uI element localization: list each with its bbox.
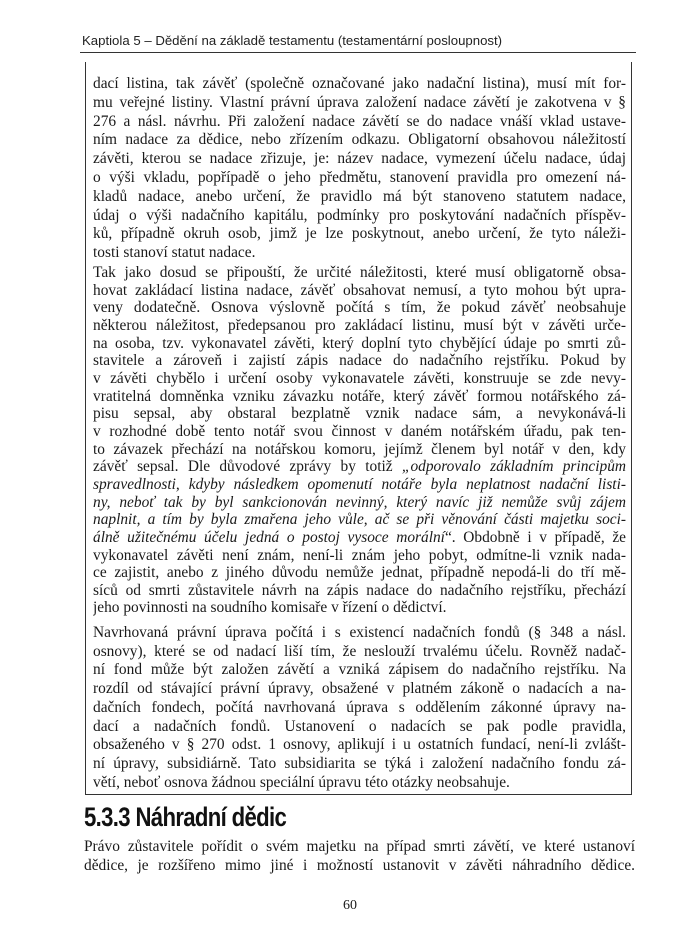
text-segment: Navrhovaná právní úprava počítá i s existencí nadačních fondů (§ 348 a násl. bbox=[93, 624, 626, 641]
text-line bbox=[93, 282, 626, 300]
text-line bbox=[93, 755, 626, 774]
box-paragraph-2 bbox=[93, 264, 626, 617]
text-line bbox=[93, 388, 626, 406]
text-segment: kladů nadace, anebo určení, že pravidlo má být stanoveno statutem nadace, bbox=[93, 187, 626, 205]
text-line bbox=[93, 718, 626, 737]
text-segment: ce zajistit, anebo z jiného důvodu nemůže jednat, případně nepodá-li do tří mě- bbox=[93, 564, 626, 582]
text-line bbox=[93, 423, 626, 441]
text-segment: vratitelná domněnka vzniku závazku notáře, který závěť formou notářského zá- bbox=[93, 387, 626, 405]
text-segment: Tak jako dosud se připouští, že určité náležitosti, které musí obligatorně obsa- bbox=[93, 264, 626, 281]
text-line bbox=[93, 643, 626, 662]
text-line bbox=[93, 244, 626, 263]
text-line bbox=[93, 225, 626, 244]
text-segment: “. Obdobně i v případě, že bbox=[444, 528, 626, 546]
text-line bbox=[93, 661, 626, 680]
text-segment: ní fond může být založen závětí a vzniká zápisem do nadačního rejstříku. Na bbox=[93, 661, 626, 679]
italic-quote: ny, neboť tak by byl sankcionován nevinný, který navíc již nemůže svůj zájem bbox=[93, 493, 626, 511]
text-line bbox=[93, 511, 626, 529]
text-line bbox=[93, 169, 626, 188]
italic-quote: naplnit, a tím by byla zmařena jeho vůle, ač se při věnování části majetku soci- bbox=[93, 511, 626, 529]
text-segment: větí, neboť osnova žádnou speciální úpravu této otázky neobsahuje. bbox=[93, 773, 510, 791]
text-segment: o výši vkladu, popřípadě o jeho předmětu, stanovení pravidla pro omezení ná- bbox=[93, 168, 626, 186]
text-line bbox=[93, 494, 626, 512]
text-line bbox=[93, 264, 626, 282]
text-segment: ním nadace za dědice, nebo zřízením odkazu. Obligatorní obsahovou náležitostí bbox=[93, 131, 626, 149]
text-segment: jeho povinnosti na soudního komisaře v řízení o dědictví. bbox=[93, 599, 447, 617]
text-segment: mu veřejné listiny. Vlastní právní úprava založení nadace závětí je zakotvena v § bbox=[93, 93, 626, 111]
text-segment: na osoba, tzv. vykonavatel závěti, který doplní tyto chybějící údaje po smrti zů- bbox=[93, 334, 626, 352]
box-paragraph-1 bbox=[93, 75, 626, 263]
text-segment: některou náležitost, předepsanou pro zakládací listinu, musí být v závěti urče- bbox=[93, 316, 626, 334]
text-segment: stavitele a zároveň i zajistí zápis nadace do nadačního rejstříku. Pokud by bbox=[93, 352, 626, 370]
text-segment: tosti stanoví statut nadace. bbox=[93, 244, 256, 262]
text-line: dědice, je rozšířeno mimo jiné i možností ustanovit v závěti náhradního dědice. bbox=[84, 856, 635, 874]
section-body bbox=[84, 838, 635, 875]
text-segment: vykonavatel závěti není znám, není-li znám jeho pobyt, odmítne-li vznik nada- bbox=[93, 546, 626, 564]
text-segment: pisu sepsal, aby obstaral bezplatně vznik nadace sám, a nevykonává-li bbox=[93, 405, 626, 423]
text-line bbox=[93, 699, 626, 718]
text-segment: síců od smrti zůstavitele návrh na zápis nadace do nadačního rejstříku, přechází bbox=[93, 581, 626, 599]
text-line bbox=[93, 188, 626, 207]
text-segment: dací a nadačních fondů. Ustanovení o nadacích se pak podle pravidla, bbox=[93, 717, 626, 735]
section-heading: 5.3.3 Náhradní dědic bbox=[84, 802, 287, 832]
text-line bbox=[93, 774, 626, 793]
text-segment: veny dodatečně. Osnova výslovně počítá s tím, že pokud závěť neobsahuje bbox=[93, 299, 626, 317]
text-segment: ní úpravy, subsidiárně. Tato subsidiarita se týká i založení nadačního fondu zá- bbox=[93, 754, 626, 772]
text-segment: osnovy), které se od nadací liší tím, že neslouží trvalému účelu. Rovněž nadač- bbox=[93, 642, 626, 660]
italic-quote: álně užitečnému účelu jedná o postoj vysoce morální bbox=[93, 528, 445, 546]
text-line bbox=[93, 317, 626, 335]
text-segment: to závazek přechází na notářskou komoru, jejímž členem byl notář v den, kdy bbox=[93, 440, 626, 458]
text-segment: závěť sepsal. Dle důvodové zprávy by totiž bbox=[93, 458, 402, 476]
text-line bbox=[93, 150, 626, 169]
text-line bbox=[93, 680, 626, 699]
text-segment: hovat zakládací listina nadace, závěť obsahovat nemusí, a tyto mohou být upra- bbox=[93, 281, 626, 299]
text-line bbox=[93, 547, 626, 565]
text-line bbox=[93, 564, 626, 582]
text-line bbox=[93, 370, 626, 388]
text-line bbox=[93, 405, 626, 423]
text-segment: rozdíl od stávající právní úpravy, obsažené v platném zákoně o nadacích a na- bbox=[93, 680, 626, 698]
text-line bbox=[93, 736, 626, 755]
text-segment: údaj o výši nadačního kapitálu, podmínky pro poskytování nadačních příspěv- bbox=[93, 206, 626, 224]
text-line bbox=[93, 335, 626, 353]
text-line bbox=[93, 299, 626, 317]
text-line: Právo zůstavitele pořídit o svém majetku na případ smrti závětí, ve které ustanoví bbox=[84, 838, 635, 855]
text-line bbox=[93, 113, 626, 132]
running-header: Kaptiola 5 – Dědění na základě testamentu (testamentární posloupnost) bbox=[82, 33, 503, 48]
box-paragraph-3 bbox=[93, 624, 626, 792]
text-line bbox=[93, 458, 626, 476]
header-rule bbox=[80, 52, 636, 53]
page-number: 60 bbox=[343, 898, 357, 913]
text-segment: dačních fondech, počítá navrhovaná úprava s oddělením zákonné úpravy na- bbox=[93, 698, 626, 716]
text-line bbox=[93, 624, 626, 643]
text-line bbox=[93, 352, 626, 370]
text-line bbox=[93, 582, 626, 600]
text-line bbox=[93, 131, 626, 150]
italic-quote: „odporovalo základním principům bbox=[401, 458, 626, 476]
text-segment: ků, případně okruh osob, jimž je lze poskytnout, anebo určení, že tyto náleži- bbox=[93, 225, 626, 243]
text-segment: závěti, kterou se nadace zřizuje, je: název nadace, vymezení účelu nadace, údaj bbox=[93, 150, 626, 168]
italic-quote: spravedlnosti, kdyby následkem opomenutí notáře byla neplatnost nadační listi- bbox=[93, 475, 626, 493]
text-segment: obsaženého v § 270 odst. 1 osnovy, aplikují i u ostatních fundací, není-li zvlášt- bbox=[93, 736, 626, 754]
text-line bbox=[93, 207, 626, 226]
text-line bbox=[93, 94, 626, 113]
text-line bbox=[93, 529, 626, 547]
text-line bbox=[93, 441, 626, 459]
text-segment: v rozhodné době tento notář svou činnost v daném notářském úřadu, pak ten- bbox=[93, 422, 626, 440]
text-line bbox=[93, 75, 626, 94]
text-segment: 276 a násl. návrhu. Při založení nadace závětí se do nadace vnáší vklad ustave- bbox=[93, 112, 626, 130]
text-line bbox=[93, 599, 626, 617]
text-line bbox=[93, 476, 626, 494]
text-segment: v závěti chybělo i určení osoby vykonavatele závěti, konstruuje se zde nevy- bbox=[93, 369, 626, 387]
text-segment: dací listina, tak závěť (společně označované jako nadační listina), musí mít for- bbox=[93, 75, 626, 92]
